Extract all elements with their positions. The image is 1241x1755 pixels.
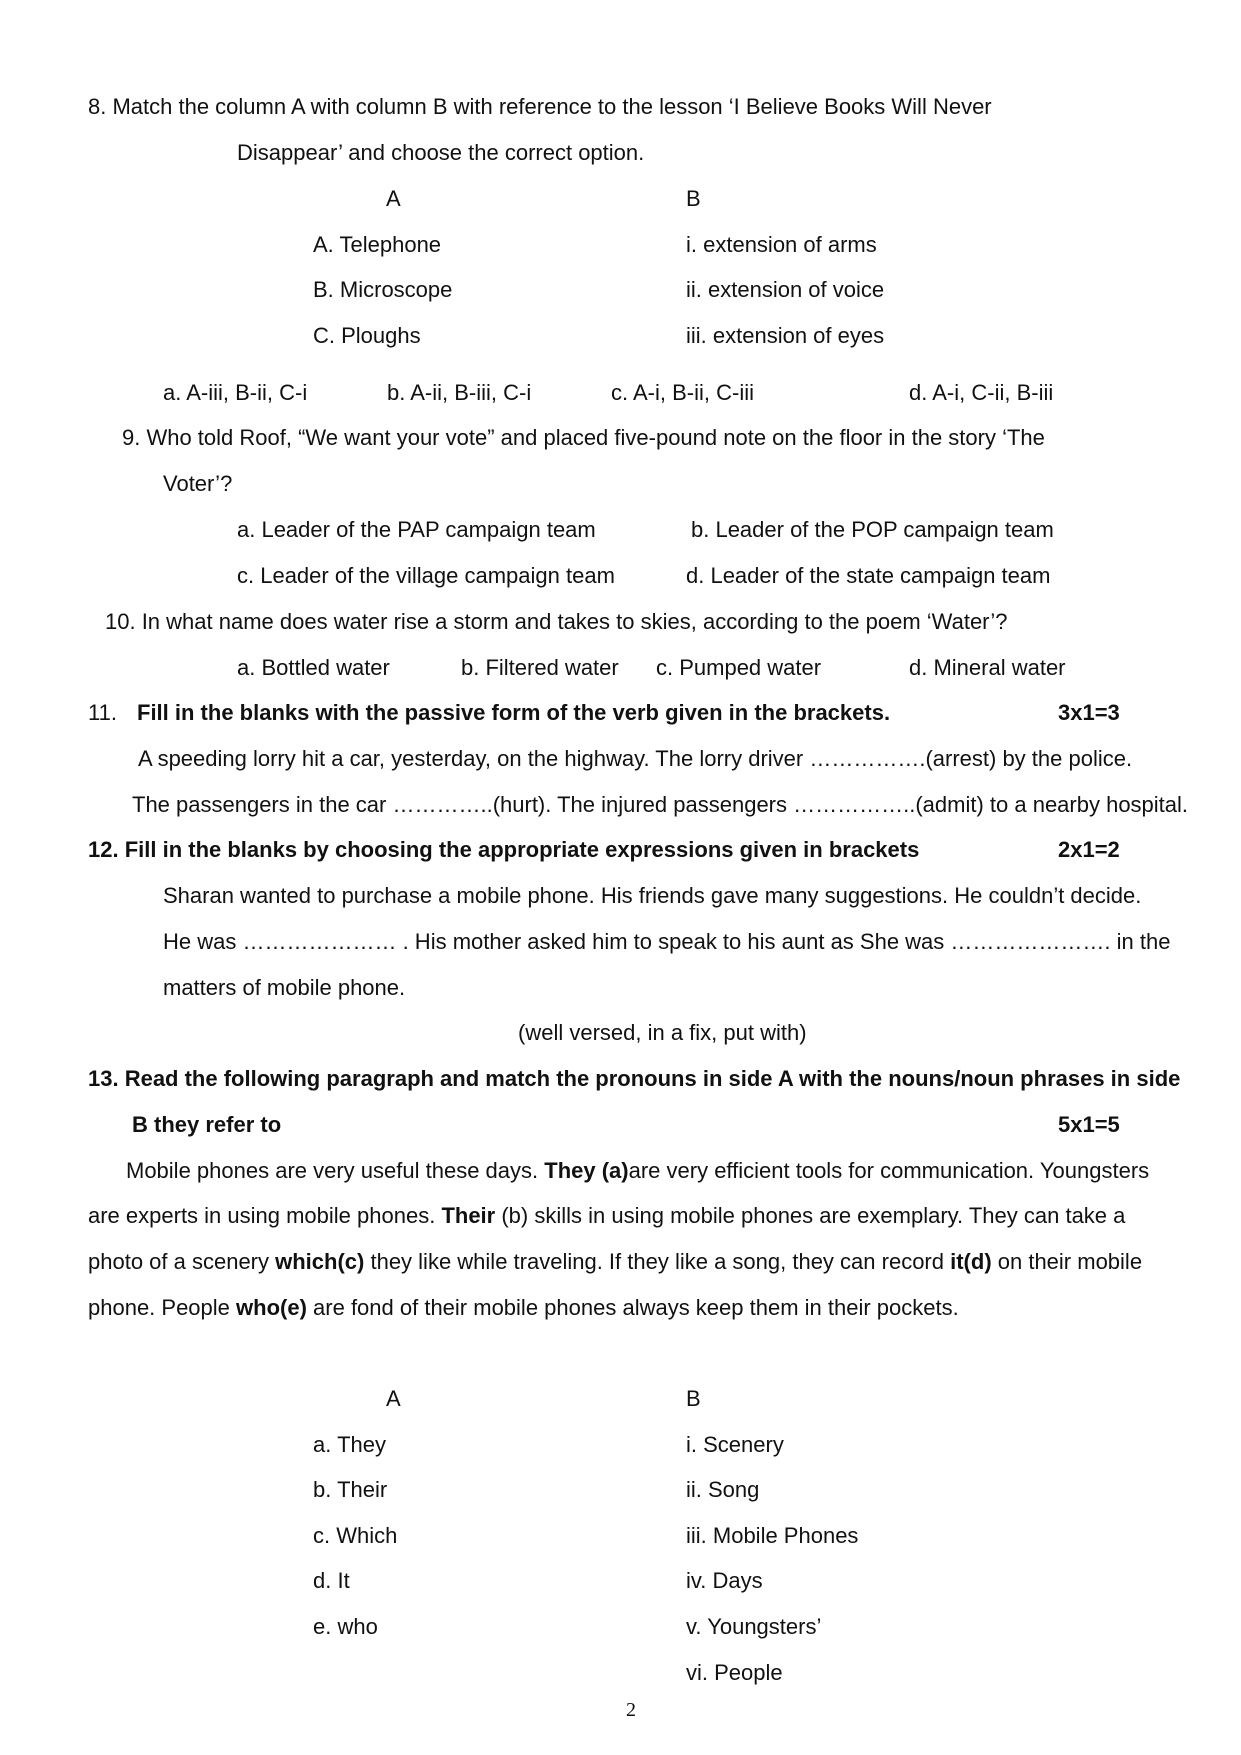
q12-passage-line2: He was ………………… . His mother asked him to speak to his aunt as She was …………………. in the — [163, 929, 1171, 954]
q10-question: 10. In what name does water rise a storm and takes to skies, according to the poem ‘Water’? — [105, 609, 1008, 634]
q9-option-c: c. Leader of the village campaign team — [237, 563, 615, 588]
q11-passage-line1: A speeding lorry hit a car, yesterday, on the highway. The lorry driver …………….(arrest) by the police. — [138, 746, 1133, 771]
q13-column-b-item: vi. People — [686, 1660, 783, 1685]
q13-marks: 5x1=5 — [1058, 1112, 1120, 1137]
q13-paragraph-line2: are experts in using mobile phones. Their (b) skills in using mobile phones are exemplary. They can take a — [88, 1203, 1126, 1228]
q13-column-a-heading: A — [386, 1386, 401, 1411]
q9-question-line2: Voter’? — [163, 471, 233, 496]
q8-column-a-item: A. Telephone — [313, 232, 442, 257]
q9-option-a: a. Leader of the PAP campaign team — [237, 517, 596, 542]
q10-option-d: d. Mineral water — [909, 655, 1066, 680]
q8-column-a-item: C. Ploughs — [313, 323, 421, 348]
q8-column-b-item: ii. extension of voice — [686, 277, 885, 302]
q13-column-b-item: i. Scenery — [686, 1432, 784, 1457]
q13-column-a-item: b. Their — [313, 1477, 388, 1502]
q8-question-line2: Disappear’ and choose the correct option. — [237, 140, 645, 165]
q8-option-d: d. A-i, C-ii, B-iii — [909, 380, 1054, 405]
q10-option-b: b. Filtered water — [461, 655, 619, 680]
q13-heading-line1: 13. Read the following paragraph and match the pronouns in side A with the nouns/noun phrases in side — [88, 1066, 1181, 1091]
q12-passage-line1: Sharan wanted to purchase a mobile phone. His friends gave many suggestions. He couldn’t decide. — [163, 883, 1142, 908]
q8-column-b-item: iii. extension of eyes — [686, 323, 885, 348]
q8-column-b-item: i. extension of arms — [686, 232, 877, 257]
q12-heading: 12. Fill in the blanks by choosing the appropriate expressions given in brackets — [88, 837, 920, 862]
q8-column-b-heading: B — [686, 186, 701, 211]
q8-option-a: a. A-iii, B-ii, C-i — [163, 380, 308, 405]
q13-column-b-item: v. Youngsters’ — [686, 1614, 822, 1639]
q13-column-a-item: e. who — [313, 1614, 378, 1639]
q11-number: 11. — [88, 700, 117, 725]
q13-column-a-item: a. They — [313, 1432, 386, 1457]
q9-option-b: b. Leader of the POP campaign team — [691, 517, 1054, 542]
q10-option-c: c. Pumped water — [656, 655, 822, 680]
q13-heading-line2: B they refer to — [132, 1112, 282, 1137]
q13-column-b-item: ii. Song — [686, 1477, 760, 1502]
q11-passage-line2: The passengers in the car …………..(hurt). The injured passengers ……………..(admit) to a nearby hospital. — [132, 792, 1189, 817]
q9-question-line1: 9. Who told Roof, “We want your vote” and placed five-pound note on the floor in the story ‘The — [122, 425, 1045, 450]
q11-heading: Fill in the blanks with the passive form of the verb given in the brackets. — [137, 700, 891, 725]
q12-passage-line3: matters of mobile phone. — [163, 975, 406, 1000]
q13-column-b-item: iv. Days — [686, 1568, 763, 1593]
q13-column-b-item: iii. Mobile Phones — [686, 1523, 859, 1548]
q8-column-a-item: B. Microscope — [313, 277, 453, 302]
q13-column-a-item: d. It — [313, 1568, 350, 1593]
q11-marks: 3x1=3 — [1058, 700, 1120, 725]
q10-option-a: a. Bottled water — [237, 655, 390, 680]
q9-option-d: d. Leader of the state campaign team — [686, 563, 1051, 588]
page-number: 2 — [626, 1699, 636, 1721]
q8-column-a-heading: A — [386, 186, 401, 211]
q8-question-line1: 8. Match the column A with column B with reference to the lesson ‘I Believe Books Will Never — [88, 94, 992, 119]
q12-choices: (well versed, in a fix, put with) — [518, 1020, 807, 1045]
q13-paragraph-line4: phone. People who(e) are fond of their mobile phones always keep them in their pockets. — [88, 1295, 959, 1320]
q12-marks: 2x1=2 — [1058, 837, 1120, 862]
q13-paragraph-line3: photo of a scenery which(c) they like while traveling. If they like a song, they can record it(d) on their mobile — [88, 1249, 1143, 1274]
q13-paragraph-line1: Mobile phones are very useful these days. They (a)are very efficient tools for communication. Youngsters — [126, 1158, 1150, 1183]
q8-option-b: b. A-ii, B-iii, C-i — [387, 380, 532, 405]
q13-column-a-item: c. Which — [313, 1523, 398, 1548]
q13-column-b-heading: B — [686, 1386, 701, 1411]
q8-option-c: c. A-i, B-ii, C-iii — [611, 380, 754, 405]
